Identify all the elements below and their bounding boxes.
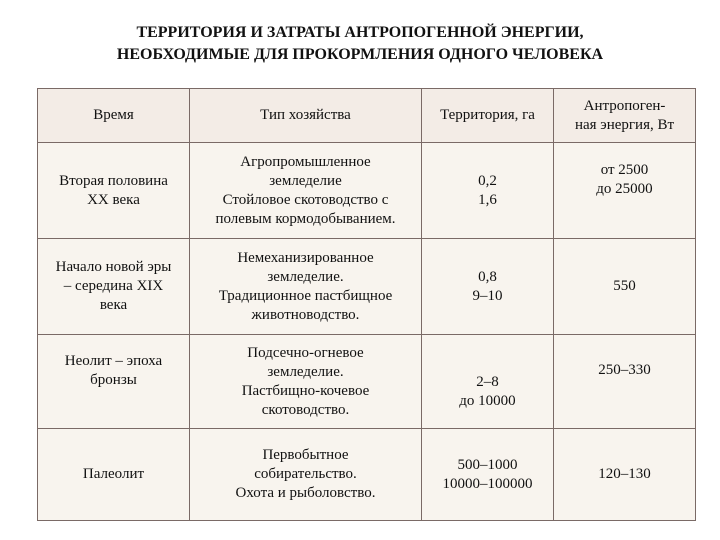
table-row: [38, 335, 696, 429]
header-time: Время: [38, 89, 190, 143]
cell-time: Палеолит: [38, 429, 190, 521]
cell-energy: от 2500 до 25000: [554, 143, 696, 239]
data-table: [37, 88, 696, 521]
table-header-row: [38, 89, 696, 143]
cell-type: Подсечно-огневое земледелие. Пастбищно-кочевое скотоводство.: [190, 335, 422, 429]
page-title: [0, 22, 720, 66]
cell-territory: 2–8 до 10000: [422, 335, 554, 429]
cell-time: Вторая половина XX века: [38, 143, 190, 239]
header-territory: Территория, га: [422, 89, 554, 143]
cell-territory: 500–1000 10000–100000: [422, 429, 554, 521]
header-type: Тип хозяйства: [190, 89, 422, 143]
cell-energy: 250–330: [554, 335, 696, 429]
cell-type: Немеханизированное земледелие. Традиционное пастбищное животноводство.: [190, 239, 422, 335]
table-row: [38, 143, 696, 239]
table-row: [38, 429, 696, 521]
header-energy: Антропоген- ная энергия, Вт: [554, 89, 696, 143]
cell-territory: 0,8 9–10: [422, 239, 554, 335]
table-row: [38, 239, 696, 335]
cell-type: Первобытное собирательство. Охота и рыболовство.: [190, 429, 422, 521]
cell-territory: 0,2 1,6: [422, 143, 554, 239]
title-line-2: НЕОБХОДИМЫЕ ДЛЯ ПРОКОРМЛЕНИЯ ОДНОГО ЧЕЛОВЕКА: [116, 46, 604, 63]
cell-time: Неолит – эпоха бронзы: [38, 335, 190, 429]
cell-time: Начало новой эры – середина XIX века: [38, 239, 190, 335]
title-line-1: ТЕРРИТОРИЯ И ЗАТРАТЫ АНТРОПОГЕННОЙ ЭНЕРГИИ,: [136, 24, 584, 41]
cell-energy: 550: [554, 239, 696, 335]
cell-energy: 120–130: [554, 429, 696, 521]
cell-type: Агропромышленное земледелие Стойловое скотоводство с полевым кормодобыванием.: [190, 143, 422, 239]
